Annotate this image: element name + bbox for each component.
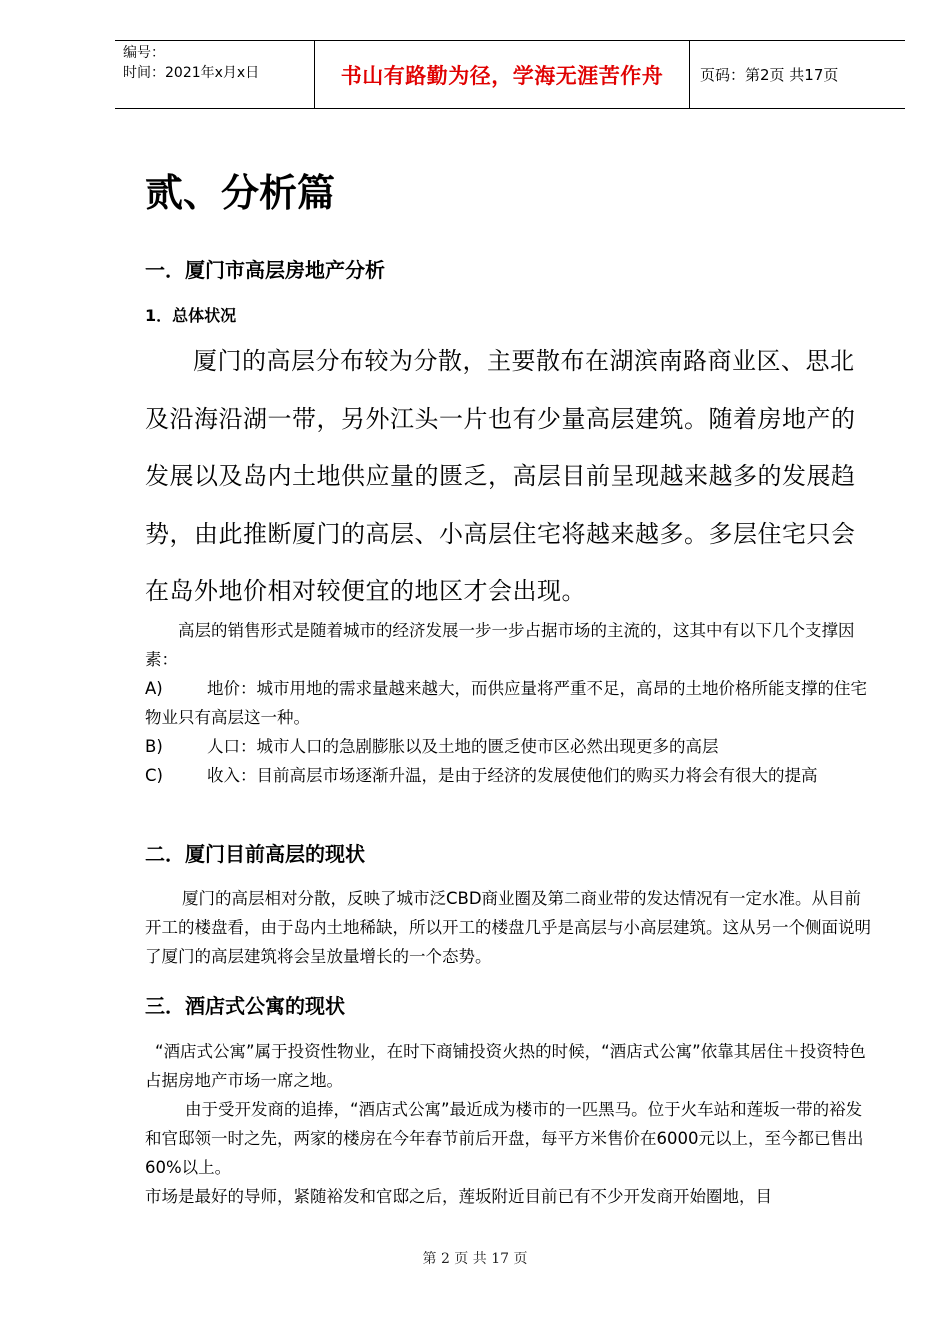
section3-paragraph-2: 由于受开发商的追捧，“酒店式公寓”最近成为楼市的一匹黑马。位于火车站和莲坂一带的裕发和官邸领一时之先，两家的楼房在今年春节前后开盘，每平方米售价在6000元以上，至今都已售出60%以上。 — [145, 1100, 864, 1177]
factor-label: B) — [145, 737, 163, 756]
page-header — [115, 40, 905, 109]
overview-paragraph: 厦门的高层分布较为分散，主要散布在湖滨南路商业区、思北及沿海沿湖一带，另外江头一片也有少量高层建筑。随着房地产的发展以及岛内土地供应量的匮乏，高层目前呈现越来越多的发展趋势，由此推断厦门的高层、小高层住宅将越来越多。多层住宅只会在岛外地价相对较便宜的地区才会出现。 — [145, 347, 856, 605]
factor-label: A) — [145, 679, 163, 698]
factor-item-a — [145, 674, 875, 732]
factor-item-b — [145, 732, 875, 761]
factor-text: 人口：城市人口的急剧膨胀以及土地的匮乏使市区必然出现更多的高层 — [207, 737, 719, 756]
header-meta — [115, 41, 315, 108]
header-page-number: 页码：第2页 共17页 — [700, 66, 839, 84]
section3-paragraph-3: 市场是最好的导师，紧随裕发和官邸之后，莲坂附近目前已有不少开发商开始圈地，目 — [145, 1187, 772, 1206]
factor-text: 收入：目前高层市场逐渐升温，是由于经济的发展使他们的购买力将会有很大的提高 — [207, 766, 818, 785]
page-footer: 第 2 页 共 17 页 — [422, 1251, 528, 1267]
subsection-heading-1: 1．总体状况 — [145, 306, 237, 325]
section-heading-3: 三．酒店式公寓的现状 — [145, 994, 345, 1018]
section-heading-2: 二．厦门目前高层的现状 — [145, 842, 365, 866]
section3-paragraph-1: “酒店式公寓”属于投资性物业，在时下商铺投资火热的时候，“酒店式公寓”依靠其居住＋投资特色占据房地产市场一席之地。 — [145, 1042, 866, 1090]
document-number: 编号： — [123, 45, 165, 61]
page-title: 贰、分析篇 — [145, 170, 336, 215]
document-time: 时间：2021年x月x日 — [123, 65, 260, 81]
section2-paragraph: 厦门的高层相对分散，反映了城市泛CBD商业圈及第二商业带的发达情况有一定水准。从目前开工的楼盘看，由于岛内土地稀缺，所以开工的楼盘几乎是高层与小高层建筑。这从另一个侧面说明了厦门的高层建筑将会呈放量增长的一个态势。 — [145, 889, 871, 966]
factor-item-c — [145, 761, 875, 790]
factor-label: C) — [145, 766, 163, 785]
header-motto: 书山有路勤为径，学海无涯苦作舟 — [315, 41, 690, 108]
factor-text: 地价：城市用地的需求量越来越大，而供应量将严重不足，高昂的土地价格所能支撑的住宅物业只有高层这一种。 — [145, 679, 867, 727]
factors-intro-paragraph: 高层的销售形式是随着城市的经济发展一步一步占据市场的主流的，这其中有以下几个支撑因素： — [145, 621, 855, 669]
section-heading-1: 一．厦门市高层房地产分析 — [145, 258, 385, 282]
